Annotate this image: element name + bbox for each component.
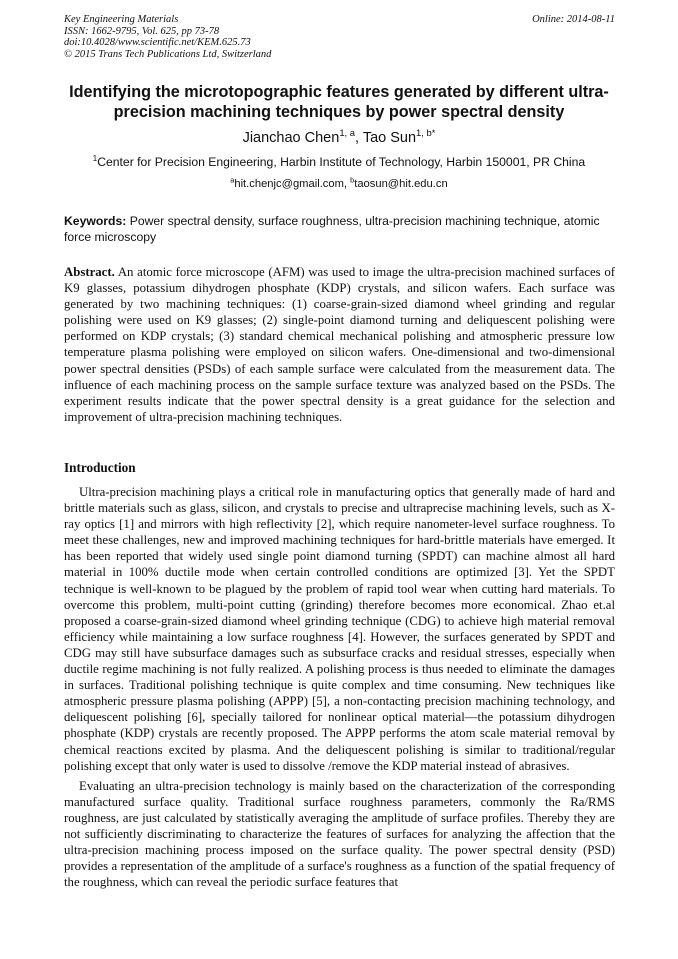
author-name: Tao Sun	[362, 130, 417, 146]
paper-title: Identifying the microtopographic features generated by different ultra-precision machining techniques by power spectral density	[69, 83, 609, 121]
paragraph: Ultra-precision machining plays a critical role in manufacturing optics that generally made of hard and brittle materials such as glass, silicon, and crystals to precise and ultraprecise machining levels, such as X-ray optics [1] and mirrors with high reflectivity [2], which require nanometer-level surface roughness. To meet these challenges, new and improved machining techniques for hard-brittle materials have emerged. It has been reported that widely used single point diamond turning (SPDT) can machine almost all hard material in 100% ductile mode when certain controlled conditions are optimized [3]. Yet the SPDT technique is well-known to be plagued by the problem of rapid tool wear when cutting hard materials. To overcome this problem, multi-point cutting (grinding) therefore becomes more economical. Zhao et.al proposed a coarse-grain-sized diamond wheel grinding technique (CDG) to achieve high material removal efficiency while maintaining a low surface roughness [4]. However, the surfaces generated by SPDT and CDG may still have subsurface damages such as subsurface cracks and residual stresses, especially when ductile regime machining is not fully realized. A polishing process is thus needed to eliminate the damages in surfaces. Traditional polishing technique is quite complex and time consuming. New techniques like atmospheric pressure plasma polishing (APPP) [5], a non-contacting precision machining technology, and deliquescent polishing [6], specially tailored for nonlinear optical material—the potassium dihydrogen phosphate (KDP) crystals are recently proposed. The APPP performs the atom scale material removal by chemical reactions excited by plasma. And the deliquescent polishing is similar to traditional/regular polishing except that only water is used to dissolve /remove the KDP material instead of abrasives.	[64, 485, 615, 773]
email-link[interactable]: taosun@hit.edu.cn	[354, 178, 448, 190]
email-superscript: b	[350, 175, 355, 185]
email-link[interactable]: hit.chenjc@gmail.com	[234, 178, 344, 190]
email-line	[0, 175, 678, 190]
abstract-text: An atomic force microscope (AFM) was used to image the ultra-precision machined surfaces of K9 glasses, potassium dihydrogen phosphate (KDP) crystals, and silicon wafers. Each surface was generated by two machining techniques: (1) coarse-grain-sized diamond wheel grinding and regular polishing were used on K9 glasses; (2) single-point diamond turning and deliquescent polishing were performed on KDP crystals; (3) standard chemical mechanical polishing and atmospheric pressure low temperature plasma polishing were employed on silicon wafers. One-dimensional and two-dimensional power spectral densities (PSDs) of each sample surface were calculated from the measurement data. The influence of each machining process on the sample surface texture was analyzed based on the PSDs. The experiment results indicate that the power spectral density is a great guidance for the selection and improvement of ultra-precision machining techniques.	[64, 265, 615, 424]
affiliation-text: Center for Precision Engineering, Harbin Institute of Technology, Harbin 150001, PR China	[97, 155, 586, 169]
author-separator: ,	[355, 130, 363, 146]
abstract-block	[64, 264, 615, 425]
paragraph: Evaluating an ultra-precision technology is mainly based on the characterization of the corresponding manufactured surface quality. Traditional surface roughness parameters, commonly the Ra/RMS roughness, are just calculated by statistically averaging the amplitude of surface profiles. Thereby they are not sufficiently discriminating to characterize the features of surfaces for analyzing the affection that the ultra-precision machining process imposed on the surface quality. The power spectral density (PSD) provides a representation of the amplitude of a surface's roughness as a function of the spatial frequency of the roughness, which can reveal the periodic surface features that	[64, 778, 615, 890]
author-superscript: 1, b*	[416, 127, 436, 139]
affiliation-superscript: 1	[92, 153, 98, 163]
issn-line: ISSN: 1662-9795, Vol. 625, pp 73-78	[64, 25, 220, 37]
author-name: Jianchao Chen	[242, 130, 340, 146]
email-superscript: a	[230, 175, 235, 185]
keywords-label: Keywords:	[64, 214, 127, 228]
journal-name: Key Engineering Materials	[64, 14, 179, 25]
journal-header	[64, 14, 615, 60]
copyright-line: © 2015 Trans Tech Publications Ltd, Switzerland	[64, 48, 272, 60]
keywords-block	[64, 213, 615, 245]
abstract-label: Abstract.	[64, 265, 115, 279]
affiliation-line	[0, 155, 678, 169]
keywords-text: Power spectral density, surface roughness, ultra-precision machining technique, atomic force microscopy	[64, 214, 600, 244]
doi-line: doi:10.4028/www.scientific.net/KEM.625.73	[64, 37, 251, 49]
author-superscript: 1, a	[339, 127, 356, 139]
introduction-body	[64, 484, 615, 894]
section-heading: Introduction	[64, 460, 136, 475]
email-separator: ,	[343, 178, 351, 190]
online-date: Online: 2014-08-11	[532, 14, 615, 25]
author-line	[0, 127, 678, 146]
